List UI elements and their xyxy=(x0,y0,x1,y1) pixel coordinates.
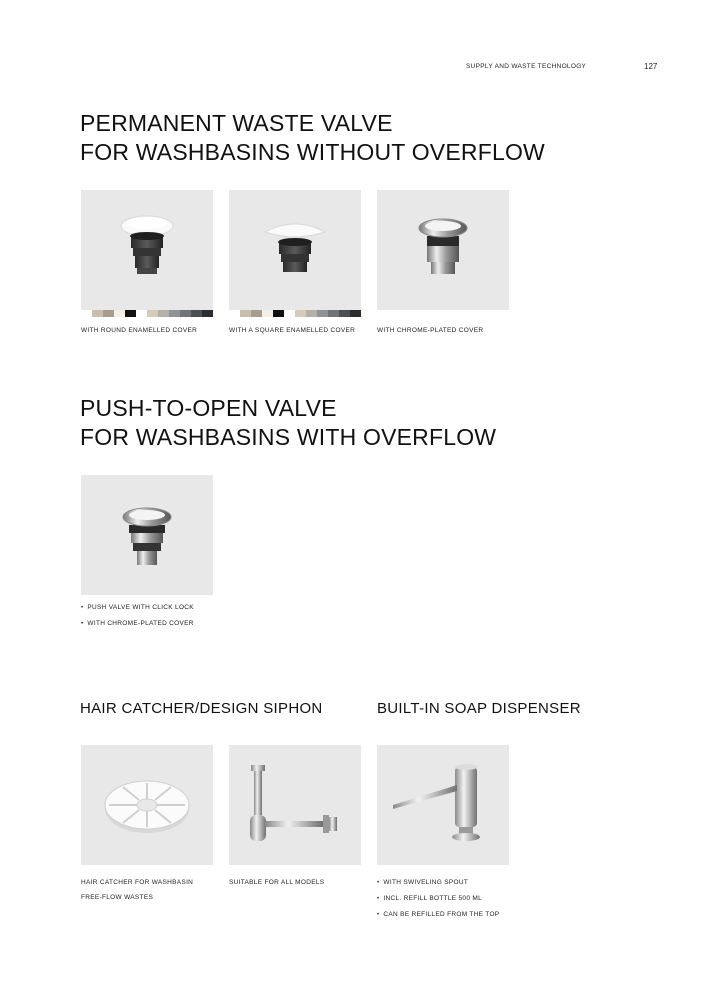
section-title-line-2: FOR WASHBASINS WITHOUT OVERFLOW xyxy=(80,139,545,165)
color-swatch xyxy=(125,310,136,317)
color-swatch xyxy=(114,310,125,317)
soap-dispenser-icon xyxy=(377,745,509,865)
color-swatch xyxy=(103,310,114,317)
color-swatch xyxy=(202,310,213,317)
product-card-soap-dispenser xyxy=(377,745,509,923)
color-swatch xyxy=(273,310,284,317)
section-push-to-open-valve xyxy=(80,394,496,452)
color-swatch xyxy=(191,310,202,317)
color-swatch xyxy=(284,310,295,317)
round-enamel-valve-icon xyxy=(81,190,213,310)
chrome-valve-icon xyxy=(377,190,509,310)
section-permanent-waste-valve xyxy=(80,109,545,167)
color-swatch xyxy=(180,310,191,317)
color-swatch xyxy=(306,310,317,317)
color-swatch xyxy=(147,310,158,317)
color-swatch xyxy=(158,310,169,317)
color-swatch xyxy=(81,310,92,317)
product-card-chrome-cover xyxy=(377,190,509,338)
feature-item: • WITH SWIVELING SPOUT xyxy=(377,875,509,891)
page-number: 127 xyxy=(644,62,658,71)
color-swatch xyxy=(136,310,147,317)
product-card-round-cover xyxy=(81,190,213,338)
color-swatch xyxy=(240,310,251,317)
color-swatch xyxy=(317,310,328,317)
section-title-line-1: PUSH-TO-OPEN VALVE xyxy=(80,395,337,421)
running-header: SUPPLY AND WASTE TECHNOLOGY xyxy=(466,63,587,70)
square-enamel-valve-icon xyxy=(229,190,361,310)
product-card-square-cover xyxy=(229,190,361,338)
section-title-line-2: FOR WASHBASINS WITH OVERFLOW xyxy=(80,424,497,450)
product-card-siphon xyxy=(229,745,361,890)
color-swatch xyxy=(229,310,240,317)
product-caption: SUITABLE FOR ALL MODELS xyxy=(229,879,325,886)
feature-item: • PUSH VALVE WITH CLICK LOCK xyxy=(81,600,213,616)
product-caption: WITH A SQUARE ENAMELLED COVER xyxy=(229,327,356,334)
product-caption: FREE-FLOW WASTES xyxy=(81,894,154,901)
color-swatch xyxy=(262,310,273,317)
color-swatch xyxy=(251,310,262,317)
product-card-hair-catcher xyxy=(81,745,213,905)
product-caption: WITH ROUND ENAMELLED COVER xyxy=(81,327,198,334)
feature-item: • INCL. REFILL BOTTLE 500 ML xyxy=(377,891,509,907)
hair-catcher-icon xyxy=(81,745,213,865)
color-swatch xyxy=(169,310,180,317)
feature-item: • WITH CHROME-PLATED COVER xyxy=(81,616,213,632)
feature-item: • CAN BE REFILLED FROM THE TOP xyxy=(377,907,509,923)
feature-list xyxy=(377,875,509,923)
push-open-valve-icon xyxy=(81,475,213,595)
design-siphon-icon xyxy=(229,745,361,865)
product-caption: WITH CHROME-PLATED COVER xyxy=(377,327,484,334)
section-title-soap-dispenser: BUILT-IN SOAP DISPENSER xyxy=(377,700,581,717)
color-swatch xyxy=(328,310,339,317)
color-swatch xyxy=(350,310,361,317)
color-swatches xyxy=(81,310,213,317)
product-card-push-valve xyxy=(81,475,213,632)
color-swatch xyxy=(295,310,306,317)
product-caption: HAIR CATCHER FOR WASHBASIN xyxy=(81,879,194,886)
color-swatch xyxy=(92,310,103,317)
color-swatches xyxy=(229,310,361,317)
feature-list xyxy=(81,600,213,632)
section-title-line-1: PERMANENT WASTE VALVE xyxy=(80,110,393,136)
color-swatch xyxy=(339,310,350,317)
section-title-hair-catcher: HAIR CATCHER/DESIGN SIPHON xyxy=(80,700,323,717)
